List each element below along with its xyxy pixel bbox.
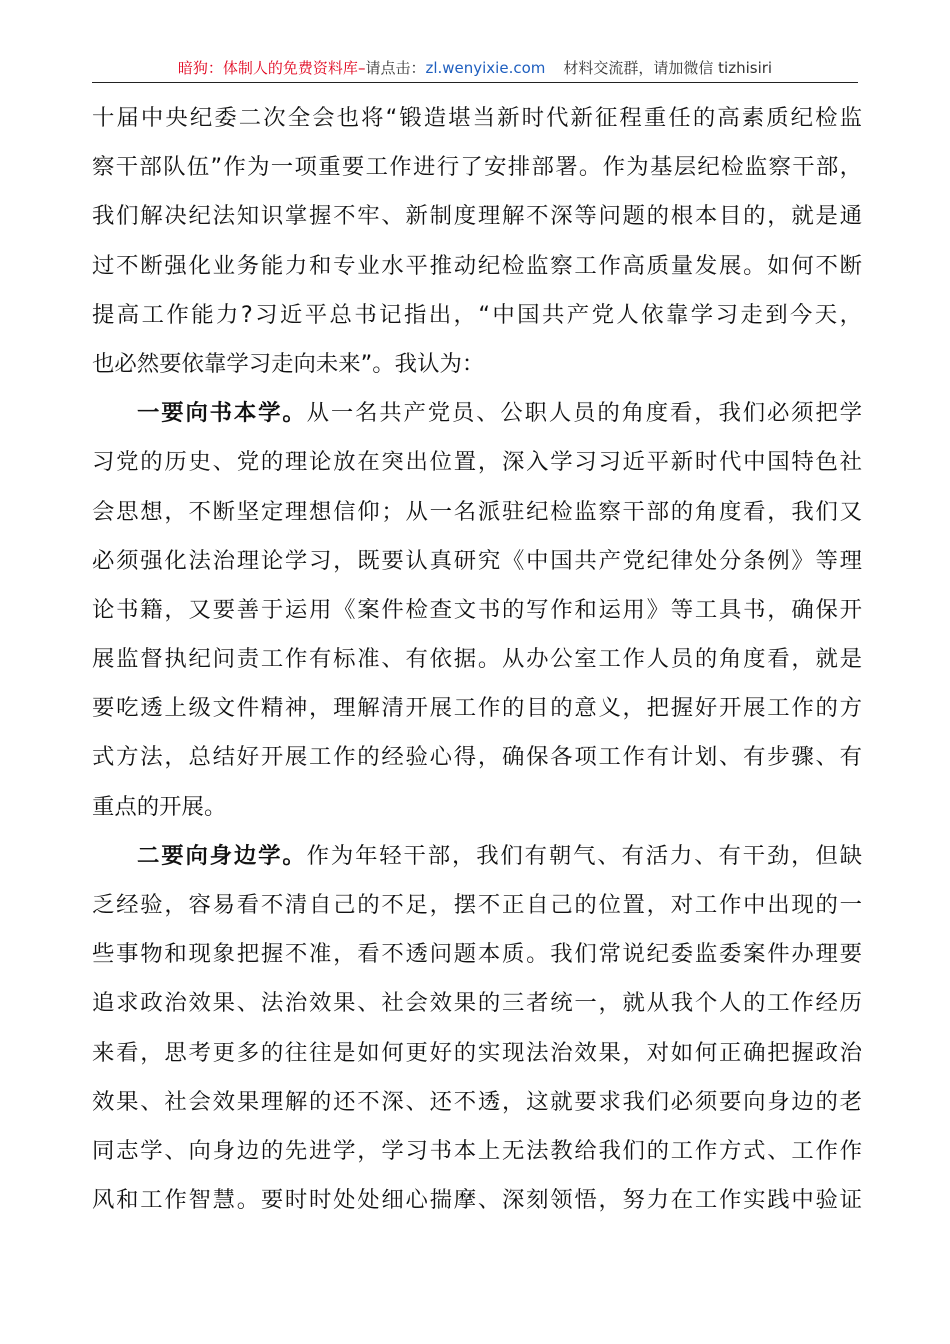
- body-line: 习党的历史、党的理论放在突出位置，深入学习习近平新时代中国特色社: [92, 449, 862, 476]
- paragraph-first-line: [92, 389, 862, 438]
- header-brand: 暗狗：体制人的免费资料库: [177, 59, 358, 77]
- header-wechat: 材料交流群，请加微信 tizhisiri: [563, 59, 773, 77]
- body-line: 效果、社会效果理解的还不深、还不透，这就要求我们必须要向身边的老: [92, 1088, 862, 1115]
- body-line: 也必然要依靠学习走向未来”。我认为：: [92, 350, 485, 377]
- body-line: 展监督执纪问责工作有标准、有依据。从办公室工作人员的角度看，就是: [92, 646, 862, 673]
- section-heading: 一要向书本学。: [137, 400, 307, 427]
- document-body: [92, 94, 862, 1225]
- body-line: 会思想，不断坚定理想信仰；从一名派驻纪检监察干部的角度看，我们又: [92, 498, 862, 525]
- paragraph-first-line: [92, 832, 862, 881]
- body-line: 乏经验，容易看不清自己的不足，摆不正自己的位置，对工作中出现的一: [92, 892, 862, 918]
- body-text: 从一名共产党员、公职人员的角度看，我们必须把学: [306, 400, 862, 427]
- page-header: [92, 54, 858, 83]
- body-line: 察干部队伍”作为一项重要工作进行了安排部署。作为基层纪检监察干部，: [92, 154, 862, 181]
- header-separator: –: [357, 59, 366, 77]
- body-line: 过不断强化业务能力和专业水平推动纪检监察工作高质量发展。如何不断: [92, 252, 862, 279]
- body-line: 必须强化法治理论学习，既要认真研究《中国共产党纪律处分条例》等理: [92, 547, 862, 574]
- body-line: 十届中央纪委二次全会也将“锻造堪当新时代新征程重任的高素质纪检监: [92, 105, 862, 131]
- header-link[interactable]: zl.wenyixie.com: [425, 59, 546, 77]
- body-line: 提高工作能力?习近平总书记指出，“中国共产党人依靠学习走到今天，: [92, 301, 862, 328]
- body-line: 要吃透上级文件精神，理解清开展工作的目的意义，把握好开展工作的方: [92, 695, 862, 722]
- section-heading: 二要向身边学。: [137, 842, 307, 869]
- body-line: 式方法，总结好开展工作的经验心得，确保各项工作有计划、有步骤、有: [92, 744, 862, 771]
- body-line: 重点的开展。: [92, 793, 227, 820]
- body-line: 风和工作智慧。要时时处处细心揣摩、深刻领悟，努力在工作实践中验证: [92, 1187, 862, 1214]
- body-text: 作为年轻干部，我们有朝气、有活力、有干劲，但缺: [306, 842, 862, 869]
- body-line: 些事物和现象把握不准，看不透问题本质。我们常说纪委监委案件办理要: [92, 941, 862, 968]
- body-line: 我们解决纪法知识掌握不牢、新制度理解不深等问题的根本目的，就是通: [92, 203, 862, 230]
- body-line: 论书籍，又要善于运用《案件检查文书的写作和运用》等工具书，确保开: [92, 596, 862, 623]
- body-line: 追求政治效果、法治效果、社会效果的三者统一，就从我个人的工作经历: [92, 990, 862, 1017]
- header-prompt: 请点击：: [365, 59, 426, 77]
- body-line: 同志学、向身边的先进学，学习书本上无法教给我们的工作方式、工作作: [92, 1137, 862, 1164]
- body-line: 来看，思考更多的往往是如何更好的实现法治效果，对如何正确把握政治: [92, 1039, 862, 1066]
